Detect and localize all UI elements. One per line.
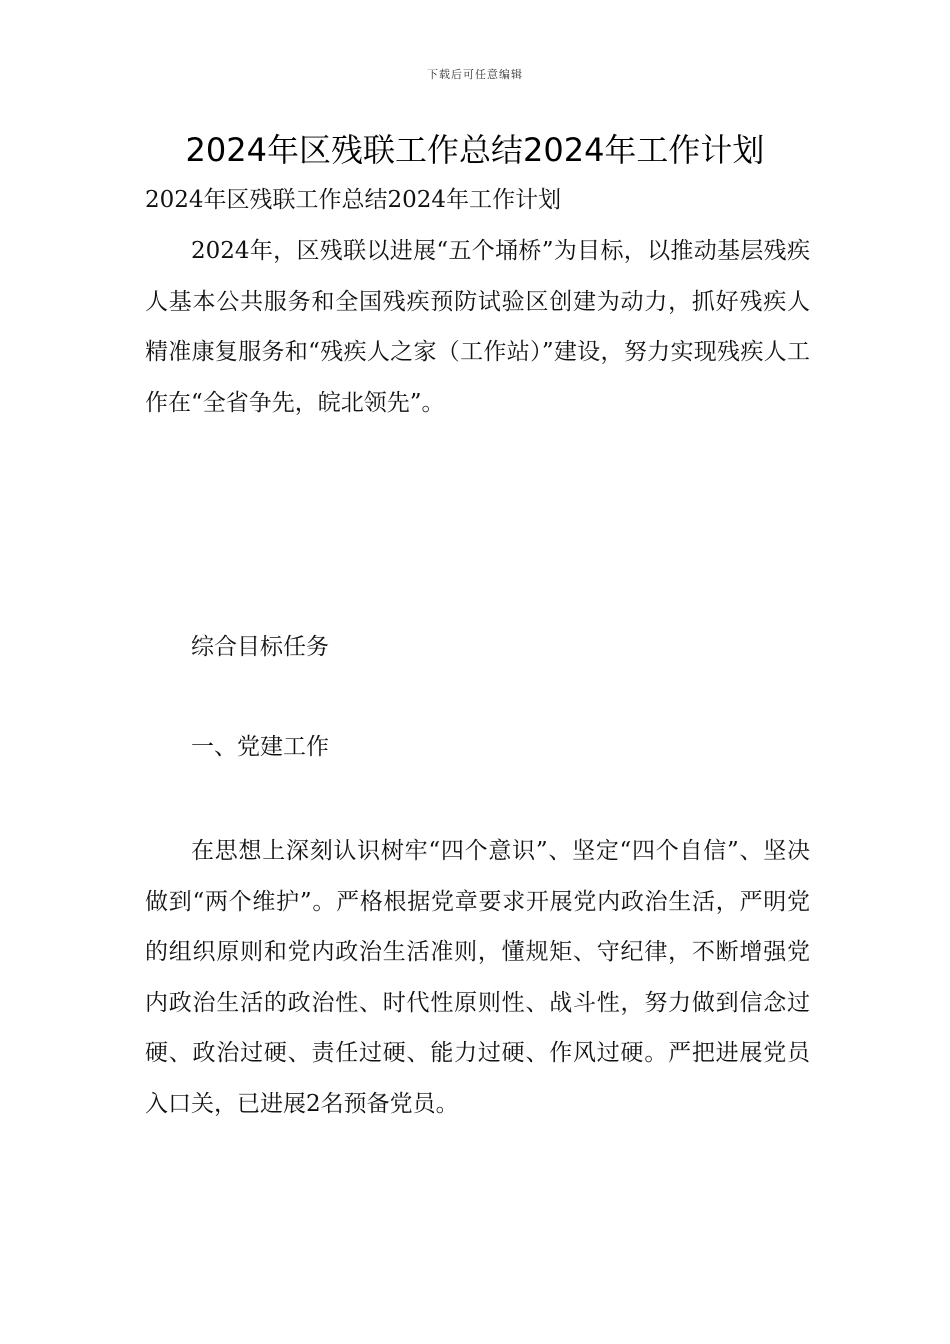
document-subtitle: 2024年区残联工作总结2024年工作计划 — [145, 187, 562, 213]
document-title: 2024年区残联工作总结2024年工作计划 — [185, 131, 765, 169]
intro-paragraph: 2024年，区残联以进展“五个埇桥”为目标，以推动基层残疾人基本公共服务和全国残疾预防试验区创建为动力，抓好残疾人精准康复服务和“残疾人之家（工作站）”建设，努力实现残疾人工作在“全省争先，皖北领先”。 — [145, 238, 810, 416]
section-heading-overall-tasks: 综合目标任务 — [191, 634, 329, 660]
header-note: 下载后可任意编辑 — [427, 68, 523, 81]
section-heading-party-building: 一、党建工作 — [191, 734, 329, 760]
party-building-paragraph: 在思想上深刻认识树牢“四个意识”、坚定“四个自信”、坚决做到“两个维护”。严格根据党章要求开展党内政治生活，严明党的组织原则和党内政治生活准则，懂规矩、守纪律，不断增强党内政治生活的政治性、时代性原则性、战斗性，努力做到信念过硬、政治过硬、责任过硬、能力过硬、作风过硬。严把进展党员入口关，已进展2名预备党员。 — [145, 838, 810, 1117]
